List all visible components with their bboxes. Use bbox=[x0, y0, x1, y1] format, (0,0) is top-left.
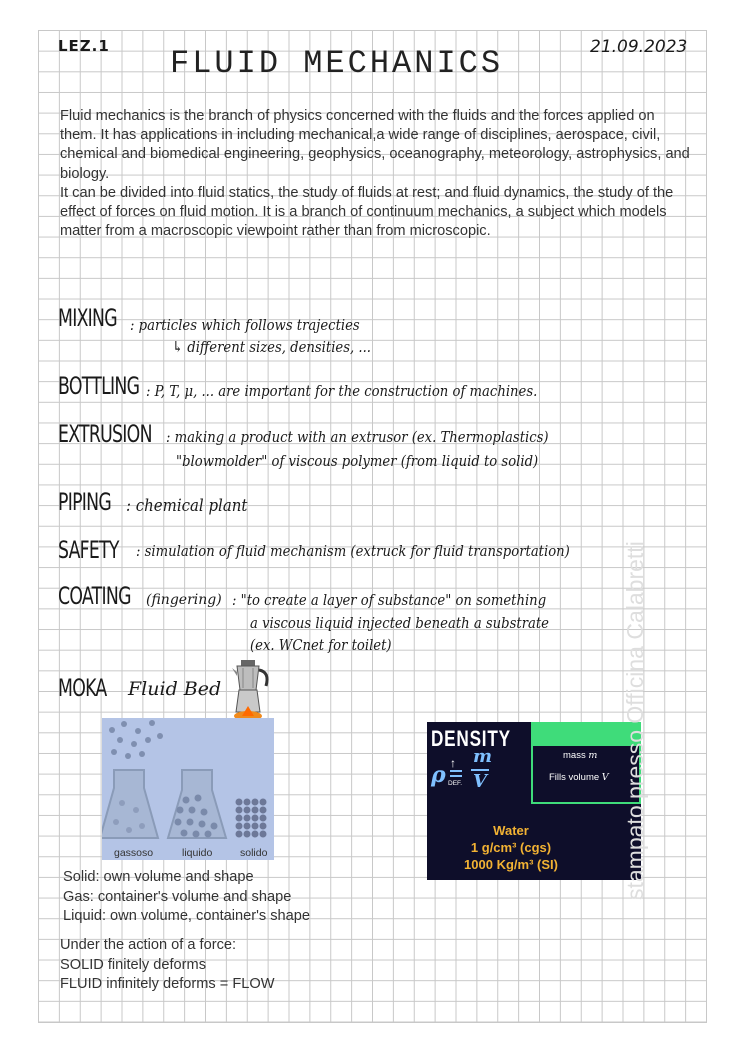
force-heading: Under the action of a force: bbox=[60, 937, 237, 953]
force-section bbox=[60, 936, 275, 995]
mixing-label: MIXING bbox=[58, 304, 117, 332]
def-label: DEF. bbox=[448, 780, 463, 787]
safety-desc: : simulation of fluid mechanism (extruck for fluid transportation) bbox=[136, 542, 570, 560]
page-title: FLUID MECHANICS bbox=[170, 45, 504, 82]
density-rho: ρ bbox=[431, 762, 446, 788]
intro-paragraph-1: Fluid mechanics is the branch of physics concerned with the fluids and the forces applied on them. It has applications in including mechanical,a wide range of disciplines, aerospace, civil, chemical and biomedical engineering, geophysics, oceanography, meteorology, astrophysics, and biology. bbox=[60, 108, 690, 182]
lecture-number: LEZ.1 bbox=[58, 37, 110, 55]
extrusion-desc-1: : making a product with an extrusor (ex. Thermoplastics) bbox=[166, 428, 549, 446]
equals-bar bbox=[450, 770, 462, 772]
liquid-description: Liquid: own volume, container's shape bbox=[63, 908, 310, 924]
coating-label: COATING bbox=[58, 582, 131, 610]
water-title: Water bbox=[493, 823, 529, 838]
density-numerator: m bbox=[473, 746, 493, 767]
extrusion-label: EXTRUSION bbox=[58, 420, 152, 448]
coating-desc-2: a viscous liquid injected beneath a substrate bbox=[250, 614, 549, 632]
fluid-deform: FLUID infinitely deforms = FLOW bbox=[60, 976, 275, 992]
coating-sub: (fingering) bbox=[146, 592, 222, 608]
moka-pot-icon bbox=[228, 658, 274, 724]
bottling-desc: : P, T, μ, ... are important for the construction of machines. bbox=[146, 382, 538, 400]
intro-paragraph-2: It can be divided into fluid statics, the study of fluids at rest; and fluid dynamics, the study of the effect of forces on fluid motion. It is a branch of continuum mechanics, a subject which models matter from a macroscopic viewpoint rather than from microscopic. bbox=[60, 184, 674, 240]
density-denominator: V bbox=[473, 771, 487, 792]
solid-deform: SOLID finitely deforms bbox=[60, 956, 206, 973]
water-cgs: 1 g/cm³ (cgs) bbox=[470, 840, 552, 855]
mixing-desc-2: ↳ different sizes, densities, ... bbox=[172, 338, 372, 356]
gas-label: gassoso bbox=[114, 847, 154, 859]
extrusion-desc-2: "blowmolder" of viscous polymer (from liquid to solid) bbox=[176, 452, 539, 470]
solid-label: solido bbox=[240, 847, 268, 859]
printer-watermark: stampato presso Officina Calabretti bbox=[622, 541, 648, 900]
moka-label: MOKA bbox=[58, 674, 107, 702]
piping-label: PIPING bbox=[58, 488, 112, 516]
water-si: 1000 Kg/m³ (SI) bbox=[464, 857, 558, 872]
bottling-label: BOTTLING bbox=[58, 372, 140, 400]
mass-caption: mass m bbox=[563, 750, 598, 761]
safety-label: SAFETY bbox=[58, 536, 119, 564]
gas-description: Gas: container's volume and shape bbox=[63, 888, 292, 905]
states-list bbox=[63, 868, 310, 927]
solid-description: Solid: own volume and shape bbox=[63, 869, 254, 885]
arrow-up-icon: ↑ bbox=[450, 756, 456, 770]
coating-desc-3: (ex. WCnet for toilet) bbox=[250, 636, 392, 654]
equals-bar-2 bbox=[450, 775, 462, 777]
density-figure bbox=[427, 722, 641, 880]
piping-desc: : chemical plant bbox=[126, 496, 248, 516]
fluid-bed-label: Fluid Bed bbox=[128, 678, 222, 700]
volume-caption: Fills volume V bbox=[549, 772, 609, 783]
density-title: DENSITY bbox=[431, 726, 511, 751]
states-diagram bbox=[102, 718, 274, 860]
liquid-label: liquido bbox=[182, 847, 213, 859]
lecture-date: 21.09.2023 bbox=[590, 37, 688, 57]
mixing-desc-1: : particles which follows trajecties bbox=[130, 316, 360, 334]
intro-text bbox=[60, 107, 690, 241]
coating-desc-1: : "to create a layer of substance" on something bbox=[232, 591, 547, 609]
states-of-matter-figure bbox=[102, 718, 274, 860]
